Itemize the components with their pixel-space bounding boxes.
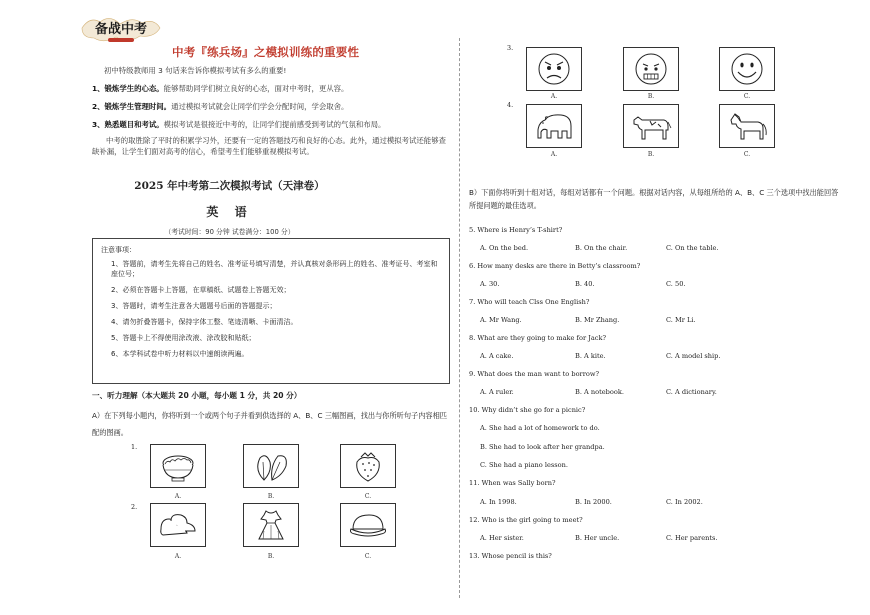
part-a-instructions: A）在下列每小题内，你将听到一个或两个句子并看到供选择的 A、B、C 三幅图画，找出与你所听句子内容相匹配的图画。	[92, 411, 447, 437]
answer-option[interactable]: C. Mr Li.	[666, 316, 696, 324]
part-b-instructions: B）下面你将听到十组对话，每组对话都有一个问题。根据对话内容，从每组所给的 A、B、C 三个选项中找出能回答所提问题的最佳选项。	[469, 188, 839, 210]
answer-option[interactable]: C. She had a piano lesson.	[480, 461, 568, 469]
dress-icon	[248, 507, 294, 543]
notice-item: 2、必须在答题卡上答题，在草稿纸、试题卷上答题无效；	[111, 286, 291, 294]
picture-option[interactable]	[243, 444, 299, 488]
picture-option[interactable]	[150, 503, 206, 547]
question-number: 3.	[507, 44, 514, 52]
horse-icon	[724, 108, 770, 144]
section-title: 一、听力理解（本大题共 20 小题，每小题 1 分，共 20 分）	[92, 391, 302, 400]
exam-subject: 英 语	[206, 205, 253, 219]
notice-item: 1、答题前，请考生先将自己的姓名、准考证号填写清楚，并认真核对条形码上的姓名、准考证号、考室和座位号；	[111, 260, 438, 278]
worried-face-icon	[628, 51, 674, 87]
question-number: 4.	[507, 101, 514, 109]
cap-icon	[345, 507, 391, 543]
answer-option[interactable]: A. A cake.	[480, 352, 514, 360]
answer-option[interactable]: B. She had to look after her grandpa.	[480, 443, 605, 451]
picture-option[interactable]	[623, 47, 679, 91]
option-label: B.	[647, 93, 655, 100]
picture-option[interactable]	[526, 47, 582, 91]
answer-option[interactable]: B. In 2000.	[575, 498, 612, 506]
option-label: C.	[364, 553, 372, 560]
question-text: 9. What does the man want to borrow?	[469, 370, 600, 378]
notice-item: 5、答题卡上不得使用涂改液、涂改胶和贴纸；	[111, 334, 256, 342]
column-divider	[459, 38, 460, 598]
angry-face-icon	[531, 51, 577, 87]
notice-box	[92, 238, 450, 384]
exam-title: 2025 年中考第二次模拟考试（天津卷）	[134, 180, 325, 192]
picture-option[interactable]	[243, 503, 299, 547]
question-text: 12. Who is the girl going to meet?	[469, 516, 583, 524]
answer-option[interactable]: C. 50.	[666, 280, 686, 288]
answer-option[interactable]: A. Mr Wang.	[480, 316, 522, 324]
answer-option[interactable]: A. 30.	[480, 280, 500, 288]
answer-option[interactable]: B. A notebook.	[575, 388, 624, 396]
answer-option[interactable]: A. In 1998.	[480, 498, 517, 506]
picture-option[interactable]	[150, 444, 206, 488]
spinach-icon	[248, 448, 294, 484]
promo-point-1: 1、锻炼学生的心态。能够帮助同学们树立良好的心态，面对中考时，更从容。	[92, 84, 349, 93]
question-text: 6. How many desks are there in Betty’s classroom?	[469, 262, 641, 270]
notice-item: 6、本学科试卷中听力材料以中速朗读两遍。	[111, 350, 249, 358]
answer-option[interactable]: B. A kite.	[575, 352, 606, 360]
answer-option[interactable]: B. Mr Zhang.	[575, 316, 620, 324]
promo-point-2: 2、锻炼学生管理时间。通过模拟考试就会让同学们学会分配时间，学会取舍。	[92, 102, 349, 111]
option-label: C.	[743, 93, 751, 100]
notice-item: 3、答题时，请考生注意各大题题号后面的答题提示；	[111, 302, 277, 310]
option-label: B.	[647, 151, 655, 158]
strawberry-icon	[345, 448, 391, 484]
answer-option[interactable]: B. 40.	[575, 280, 595, 288]
question-text: 11. When was Sally born?	[469, 479, 556, 487]
option-label: A.	[174, 553, 182, 560]
answer-option[interactable]: C. In 2002.	[666, 498, 703, 506]
option-label: A.	[174, 493, 182, 500]
question-text: 13. Whose pencil is this?	[469, 552, 552, 560]
answer-option[interactable]: C. A dictionary.	[666, 388, 717, 396]
picture-option[interactable]	[526, 104, 582, 148]
picture-option[interactable]	[340, 503, 396, 547]
question-text: 7. Who will teach Clss One English?	[469, 298, 590, 306]
answer-option[interactable]: A. On the bed.	[480, 244, 529, 252]
shoes-icon	[155, 507, 201, 543]
elephant-icon	[531, 108, 577, 144]
answer-option[interactable]: B. Her uncle.	[575, 534, 620, 542]
notice-item: 4、请勿折叠答题卡，保持字体工整、笔迹清晰、卡面清洁。	[111, 318, 298, 326]
question-text: 5. Where is Henry’s T-shirt?	[469, 226, 563, 234]
question-number: 1.	[131, 443, 138, 451]
exam-meta: （考试时间：90 分钟 试卷满分：100 分）	[164, 228, 295, 236]
answer-option[interactable]: C. On the table.	[666, 244, 719, 252]
answer-option[interactable]: C. Her parents.	[666, 534, 718, 542]
promo-point-3: 3、熟悉题目和考试。模拟考试是很接近中考的，让同学们提前感受到考试的气氛和布局。	[92, 120, 386, 129]
option-label: C.	[743, 151, 751, 158]
brand-logo	[80, 14, 162, 46]
answer-option[interactable]: B. On the chair.	[575, 244, 628, 252]
option-label: B.	[267, 493, 275, 500]
promo-intro: 初中特级教师用 3 句话来告诉你模拟考试有多么的重要!	[104, 66, 287, 75]
answer-option[interactable]: C. A model ship.	[666, 352, 721, 360]
notice-title: 注意事项：	[101, 246, 136, 254]
option-label: C.	[364, 493, 372, 500]
question-number: 2.	[131, 503, 138, 511]
answer-option[interactable]: A. A ruler.	[480, 388, 514, 396]
question-text: 8. What are they going to make for Jack?	[469, 334, 607, 342]
answer-option[interactable]: A. Her sister.	[480, 534, 524, 542]
picture-option[interactable]	[623, 104, 679, 148]
smiling-face-icon	[724, 51, 770, 87]
svg-text:备战中考: 备战中考	[94, 22, 148, 37]
option-label: A.	[550, 151, 558, 158]
picture-option[interactable]	[340, 444, 396, 488]
brand-logo-icon	[80, 14, 162, 46]
cow-icon	[628, 108, 674, 144]
picture-option[interactable]	[719, 104, 775, 148]
question-text: 10. Why didn’t she go for a picnic?	[469, 406, 586, 414]
rice-bowl-icon	[155, 448, 201, 484]
promo-title: 中考『练兵场』之模拟训练的重要性	[172, 45, 360, 59]
option-label: A.	[550, 93, 558, 100]
promo-closing: 中考的取胜除了平时的积累学习外，还要有一定的答题技巧和良好的心态。此外，通过模拟考试还能够查缺补漏，让学生们面对高考的信心，希望考生们能够重视模拟考试。	[92, 136, 446, 156]
option-label: B.	[267, 553, 275, 560]
answer-option[interactable]: A. She had a lot of homework to do.	[480, 424, 600, 432]
picture-option[interactable]	[719, 47, 775, 91]
